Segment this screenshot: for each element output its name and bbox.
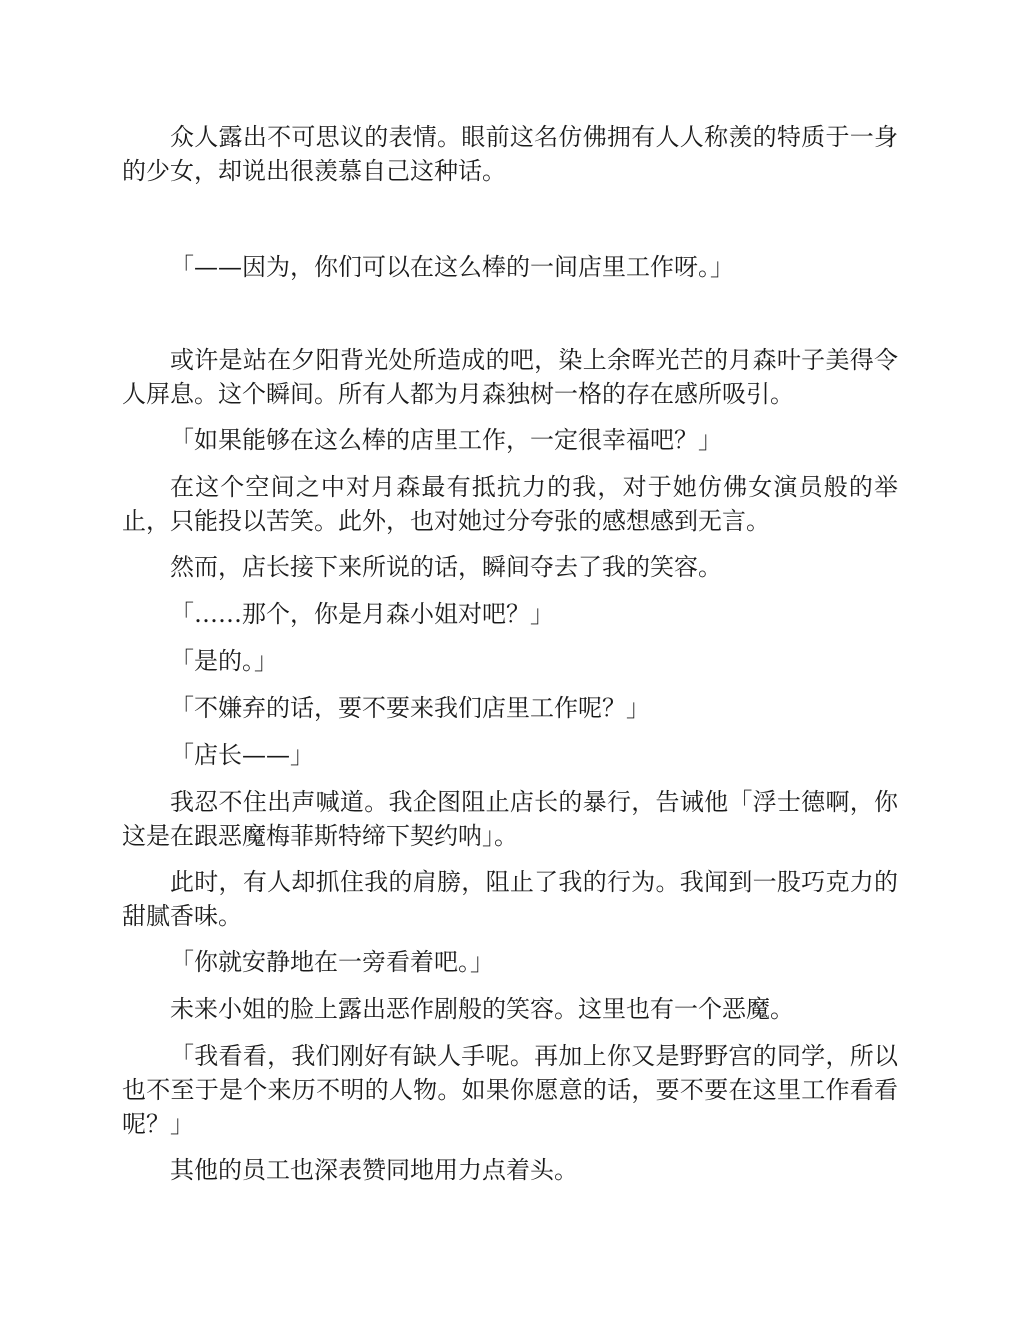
- paragraph: 或许是站在夕阳背光处所造成的吧，染上余晖光芒的月森叶子美得令人屏息。这个瞬间。所有人都为月森独树一格的存在感所吸引。: [122, 346, 898, 408]
- paragraph: 「我看看，我们刚好有缺人手呢。再加上你又是野野宫的同学，所以也不至于是个来历不明的人物。如果你愿意的话，要不要在这里工作看看呢？」: [122, 1042, 898, 1138]
- paragraph: 「——因为，你们可以在这么棒的一间店里工作呀。」: [170, 253, 734, 281]
- paragraph: 众人露出不可思议的表情。眼前这名仿佛拥有人人称羡的特质于一身的少女，却说出很羡慕自己这种话。: [122, 123, 898, 185]
- paragraph: 「……那个，你是月森小姐对吧？」: [170, 600, 554, 628]
- paragraph: 我忍不住出声喊道。我企图阻止店长的暴行，告诫他「浮士德啊，你这是在跟恶魔梅菲斯特缔下契约呐」。: [122, 788, 898, 850]
- paragraph: 「你就安静地在一旁看着吧。」: [170, 948, 494, 976]
- paragraph: 未来小姐的脸上露出恶作剧般的笑容。这里也有一个恶魔。: [170, 995, 794, 1023]
- paragraph: 「如果能够在这么棒的店里工作，一定很幸福吧？」: [170, 426, 722, 454]
- paragraph: 在这个空间之中对月森最有抵抗力的我，对于她仿佛女演员般的举止，只能投以苦笑。此外，也对她过分夸张的感想感到无言。: [122, 473, 898, 535]
- paragraph: 此时，有人却抓住我的肩膀，阻止了我的行为。我闻到一股巧克力的甜腻香味。: [122, 868, 898, 930]
- paragraph: 「不嫌弃的话，要不要来我们店里工作呢？」: [170, 694, 650, 722]
- paragraph: 然而，店长接下来所说的话，瞬间夺去了我的笑容。: [170, 553, 722, 581]
- paragraph: 「店长——」: [170, 741, 314, 769]
- paragraph: 「是的。」: [170, 647, 278, 675]
- paragraph: 其他的员工也深表赞同地用力点着头。: [170, 1156, 578, 1184]
